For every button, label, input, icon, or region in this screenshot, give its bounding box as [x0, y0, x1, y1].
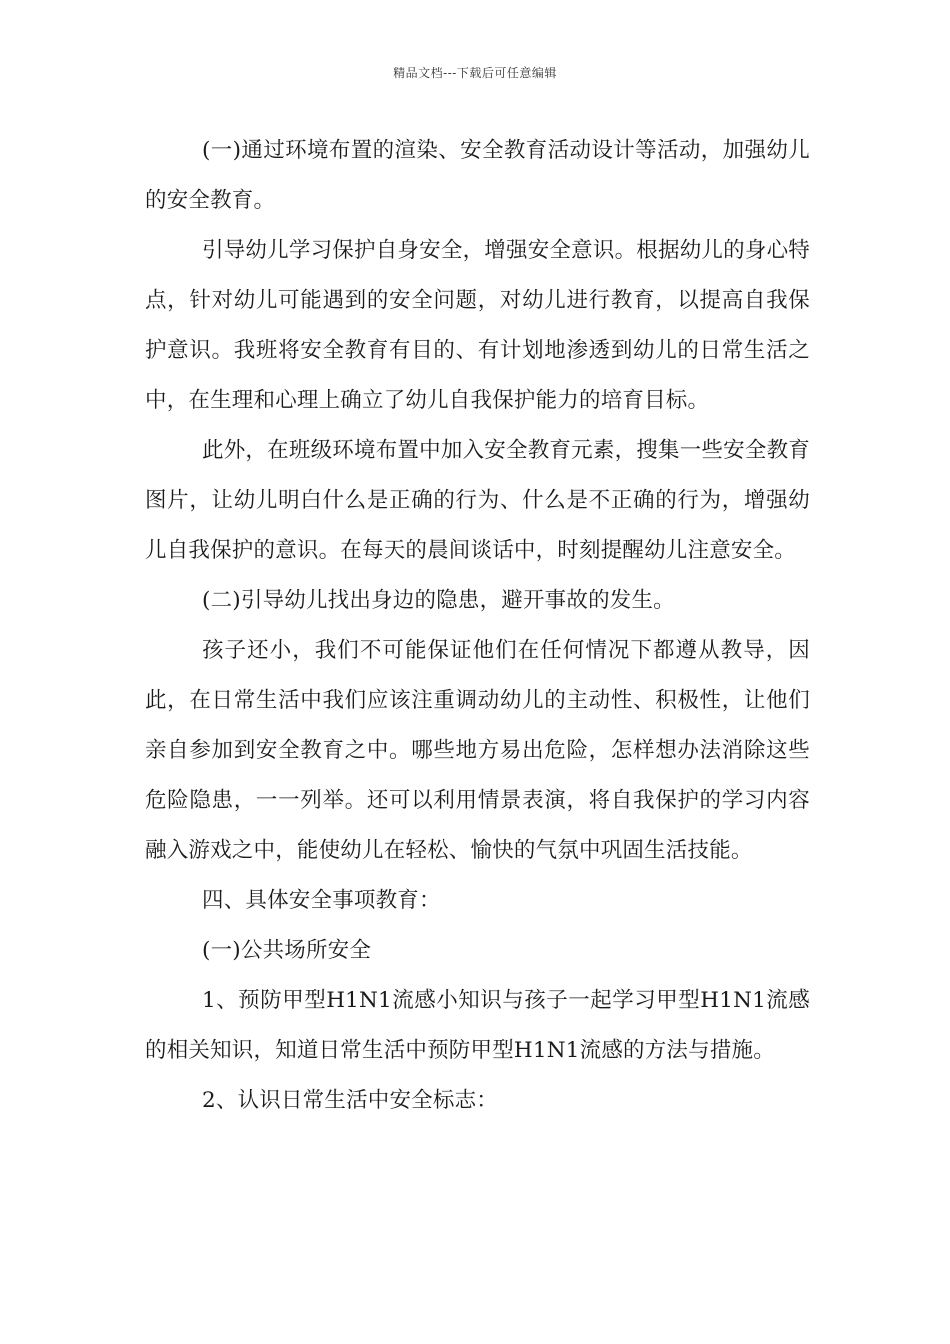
document-body — [145, 126, 810, 1126]
paragraph-self-protection: 引导幼儿学习保护自身安全，增强安全意识。根据幼儿的身心特点，针对幼儿可能遇到的安全问题，对幼儿进行教育，以提高自我保护意识。我班将安全教育有目的、有计划地渗透到幼儿的日常生活之中，在生理和心理上确立了幼儿自我保护能力的培育目标。 — [145, 238, 810, 413]
paragraph-safety-signs: 2、认识日常生活中安全标志： — [202, 1088, 498, 1113]
paragraph-hazards-heading: (二)引导幼儿找出身边的隐患，避开事故的发生。 — [202, 588, 675, 613]
section-heading-specific-safety: 四、具体安全事项教育： — [202, 888, 441, 913]
page-header: 精品文档---下载后可任意编辑 — [393, 66, 557, 80]
paragraph-h1n1: 1、预防甲型H1N1流感小知识与孩子一起学习甲型H1N1流感的相关知识，知道日常生活中预防甲型H1N1流感的方法与措施。 — [145, 988, 810, 1063]
subheading-public-places: (一)公共场所安全 — [202, 938, 372, 963]
paragraph-activities: (一)通过环境布置的渲染、安全教育活动设计等活动，加强幼儿的安全教育。 — [145, 138, 810, 213]
paragraph-environment: 此外，在班级环境布置中加入安全教育元素，搜集一些安全教育图片，让幼儿明白什么是正确的行为、什么是不正确的行为，增强幼儿自我保护的意识。在每天的晨间谈话中，时刻提醒幼儿注意安全。 — [145, 438, 810, 563]
paragraph-children-participation: 孩子还小，我们不可能保证他们在任何情况下都遵从教导，因此，在日常生活中我们应该注重调动幼儿的主动性、积极性，让他们亲自参加到安全教育之中。哪些地方易出危险，怎样想办法消除这些危险隐患，一一列举。还可以利用情景表演，将自我保护的学习内容融入游戏之中，能使幼儿在轻松、愉快的气氛中巩固生活技能。 — [145, 638, 810, 863]
